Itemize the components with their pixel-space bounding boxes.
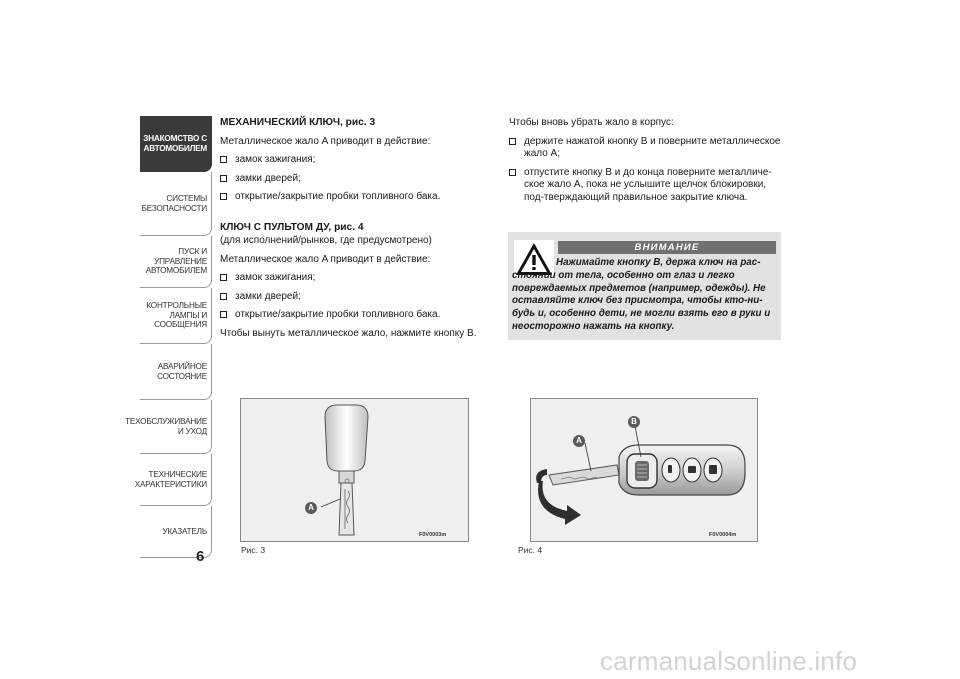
tab-specifications[interactable] [134, 454, 212, 506]
callout-a: A [573, 435, 585, 447]
figure-mechanical-key [240, 398, 469, 542]
left-column [220, 117, 488, 346]
tab-label: ТЕХОБСЛУЖИВАНИЕ И УХОД [125, 417, 207, 436]
paragraph: Чтобы вынуть металлическое жало, нажмите кнопку B. [220, 327, 477, 339]
list-item: открытие/закрытие пробки топливного бака. [220, 309, 488, 322]
list-item: отпустите кнопку B и до конца поверните металличе-ское жало A, пока не услышите щелчок блокировки, под-тверждающий правильное закрытие ключа. [509, 167, 781, 205]
tab-label: СИСТЕМЫ БЕЗОПАСНОСТИ [141, 194, 207, 213]
paragraph: Чтобы вновь убрать жало в корпус: [509, 117, 674, 128]
figure-caption: Рис. 3 [241, 545, 266, 555]
tab-vehicle-intro[interactable] [140, 116, 212, 172]
checkbox-bullet-icon [509, 169, 516, 176]
page-number: 6 [196, 548, 205, 565]
tab-label: ЗНАКОМСТВО С АВТОМОБИЛЕМ [143, 134, 207, 153]
checkbox-bullet-icon [220, 293, 227, 300]
checkbox-bullet-icon [220, 311, 227, 318]
mechanical-key-illustration [241, 399, 468, 541]
section-title-mechanical-key: МЕХАНИЧЕСКИЙ КЛЮЧ, рис. 3 [220, 117, 376, 128]
right-column [509, 117, 781, 210]
paragraph-note: (для исполнений/рынков, где предусмотрено) [220, 235, 432, 246]
list-item: открытие/закрытие пробки топливного бака. [220, 191, 488, 204]
remote-key-illustration [531, 399, 757, 541]
checkbox-bullet-icon [220, 156, 227, 163]
checkbox-bullet-icon [220, 175, 227, 182]
checkbox-bullet-icon [220, 274, 227, 281]
tab-safety-systems[interactable] [140, 172, 212, 236]
tab-label: КОНТРОЛЬНЫЕ ЛАМПЫ И СООБЩЕНИЯ [146, 301, 207, 330]
tab-emergency[interactable] [140, 344, 212, 400]
list-item: замки дверей; [220, 173, 488, 186]
tab-warning-lights[interactable] [140, 288, 212, 344]
list-item: замок зажигания; [220, 154, 488, 167]
warning-text: Нажимайте кнопку B, держа ключ на рас-стоянии от тела, особенно от глаз и легко повреждаемых предметов (например, одежды). Не оставляйте ключ без присмотра, чтобы кто-ни-будь и, особенно дети, не могли взять его в руки и неосторожно нажать на кнопку. [512, 257, 771, 332]
callout-b: B [628, 416, 640, 428]
figure-code: F0V0003m [419, 532, 447, 538]
checkbox-bullet-icon [509, 138, 516, 145]
list-item: замки дверей; [220, 291, 488, 304]
tab-label: АВАРИЙНОЕ СОСТОЯНИЕ [157, 362, 207, 381]
callout-a: A [305, 502, 317, 514]
checkbox-bullet-icon [220, 193, 227, 200]
figure-caption: Рис. 4 [518, 545, 543, 555]
tab-label: УКАЗАТЕЛЬ [162, 526, 207, 536]
warning-box [508, 232, 781, 340]
figure-code: F0V0004m [709, 532, 737, 538]
tab-starting-driving[interactable] [140, 236, 212, 288]
tab-label: ПУСК И УПРАВЛЕНИЕ АВТОМОБИЛЕМ [145, 247, 207, 276]
paragraph: Металлическое жало A приводит в действие: [220, 253, 431, 265]
paragraph: Металлическое жало A приводит в действие: [220, 135, 431, 147]
tab-maintenance[interactable] [125, 400, 212, 454]
warning-heading: ВНИМАНИЕ [558, 241, 776, 254]
list-item: держите нажатой кнопку B и поверните металлическое жало A; [509, 136, 781, 161]
watermark: carmanualsonline.info [600, 646, 858, 676]
figure-remote-key [530, 398, 758, 542]
list-item: замок зажигания; [220, 272, 488, 285]
section-title-remote-key: КЛЮЧ С ПУЛЬТОМ ДУ, рис. 4 [220, 221, 364, 233]
tab-label: ТЕХНИЧЕСКИЕ ХАРАКТЕРИСТИКИ [134, 470, 207, 489]
